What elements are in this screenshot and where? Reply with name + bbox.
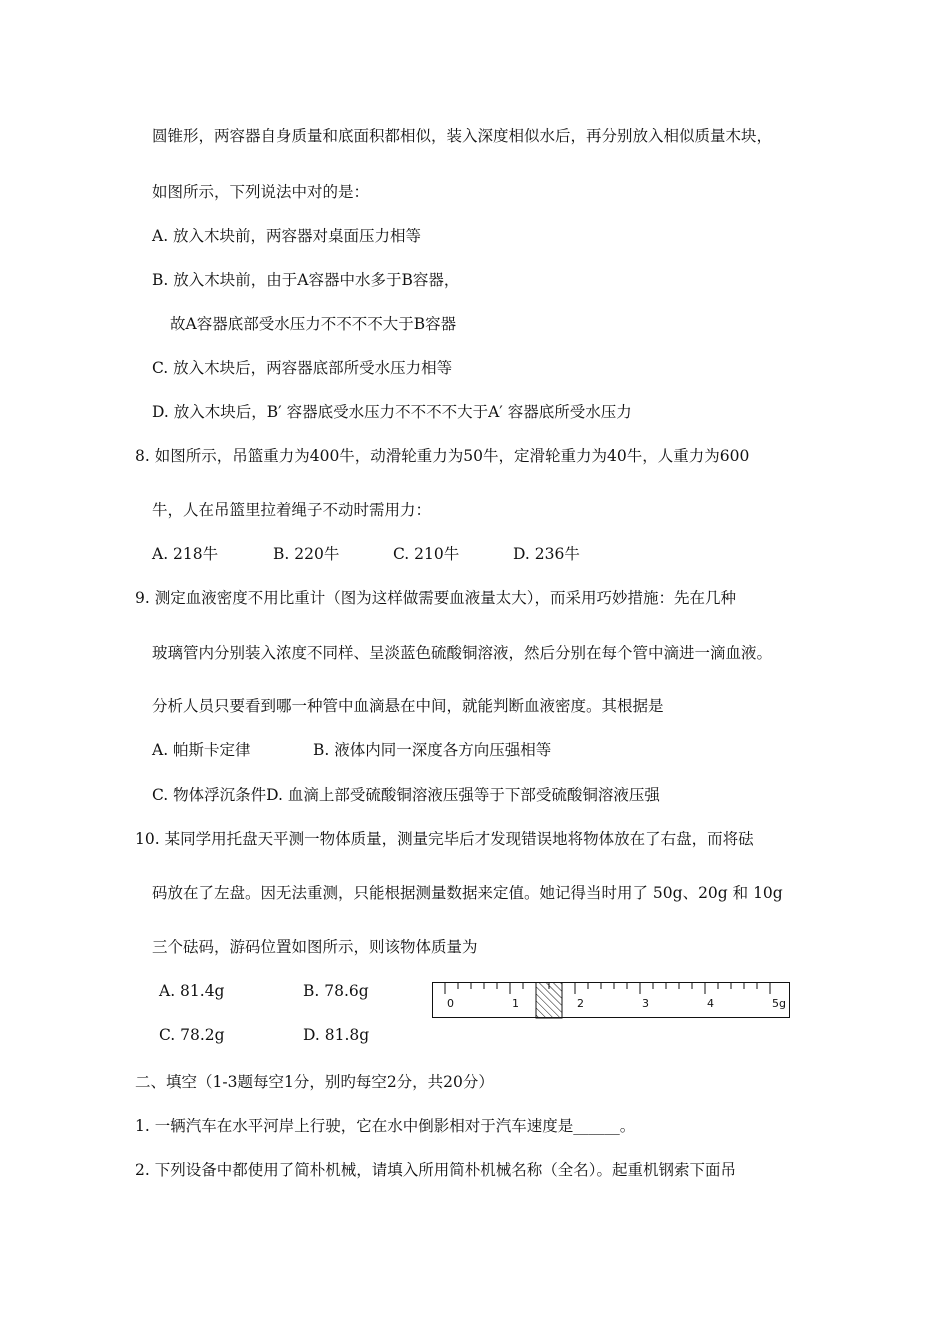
section-2-question-2: 2. 下列设备中都使用了简朴机械，请填入所用简朴机械名称（全名）。起重机钢索下面吊: [135, 1161, 736, 1179]
q9-option-a: A. 帕斯卡定律: [152, 741, 251, 759]
q10-text-line-3: 三个砝码，游码位置如图所示，则该物体质量为: [152, 938, 478, 956]
ruler-tick-label: 5g: [772, 997, 786, 1010]
q10-option-a: A. 81.4g: [159, 982, 225, 1000]
section-2-heading: 二、填空（1-3题每空1分，别旳每空2分，共20分）: [135, 1073, 494, 1091]
ruler-tick-label: 3: [642, 997, 649, 1010]
q10-option-b: B. 78.6g: [303, 982, 369, 1000]
ruler-tick-label: 1: [512, 997, 519, 1010]
q9-text-line-3: 分析人员只要看到哪一种管中血滴悬在中间，就能判断血液密度。其根据是: [152, 697, 664, 715]
ruler-tick-label: 4: [707, 997, 714, 1010]
q8-text-line-1: 8. 如图所示，吊篮重力为400牛，动滑轮重力为50牛，定滑轮重力为40牛，人重力为600: [135, 447, 750, 465]
q7-text-line-1: 圆锥形，两容器自身质量和底面积都相似，装入深度相似水后，再分别放入相似质量木块，: [152, 127, 773, 145]
ruler-svg: [432, 982, 790, 1019]
q7-option-a: A. 放入木块前，两容器对桌面压力相等: [152, 227, 422, 245]
q10-text-line-2: 码放在了左盘。因无法重测，只能根据测量数据来定值。她记得当时用了 50g、20g 和 10g: [152, 884, 783, 902]
q8-option-c: C. 210牛: [393, 545, 460, 563]
q8-option-a: A. 218牛: [152, 545, 219, 563]
q10-text-line-1: 10. 某同学用托盘天平测一物体质量，测量完毕后才发现错误地将物体放在了右盘，而将砝: [135, 830, 754, 848]
q7-option-b-continued: 故A容器底部受水压力不不不不大于B容器: [170, 315, 457, 333]
q8-text-line-2: 牛，人在吊篮里拉着绳子不动时需用力：: [152, 501, 432, 519]
q9-text-line-1: 9. 测定血液密度不用比重计（图为这样做需要血液量太大），而采用巧妙措施：先在几种: [135, 589, 736, 607]
balance-ruler-figure: [432, 982, 790, 1019]
q8-option-d: D. 236牛: [513, 545, 580, 563]
ruler-tick-label: 0: [447, 997, 454, 1010]
q7-option-b: B. 放入木块前，由于A容器中水多于B容器，: [152, 271, 460, 289]
q10-option-c: C. 78.2g: [159, 1026, 225, 1044]
ruler-tick-label: 2: [577, 997, 584, 1010]
q8-option-b: B. 220牛: [273, 545, 340, 563]
q9-option-b: B. 液体内同一深度各方向压强相等: [313, 741, 552, 759]
q9-text-line-2: 玻璃管内分别装入浓度不同样、呈淡蓝色硫酸铜溶液，然后分别在每个管中滴进一滴血液。: [152, 644, 773, 662]
q7-option-c: C. 放入木块后，两容器底部所受水压力相等: [152, 359, 453, 377]
section-2-question-1: 1. 一辆汽车在水平河岸上行驶，它在水中倒影相对于汽车速度是______。: [135, 1117, 636, 1135]
q10-option-d: D. 81.8g: [303, 1026, 370, 1044]
q7-option-d: D. 放入木块后，B′ 容器底受水压力不不不不大于A′ 容器底所受水压力: [152, 403, 632, 421]
ruler-frame: [433, 983, 790, 1018]
q9-option-c-d: C. 物体浮沉条件D. 血滴上部受硫酸铜溶液压强等于下部受硫酸铜溶液压强: [152, 786, 660, 804]
q7-text-line-2: 如图所示，下列说法中对的是：: [152, 183, 370, 201]
ruler-rider[interactable]: [536, 982, 562, 1018]
